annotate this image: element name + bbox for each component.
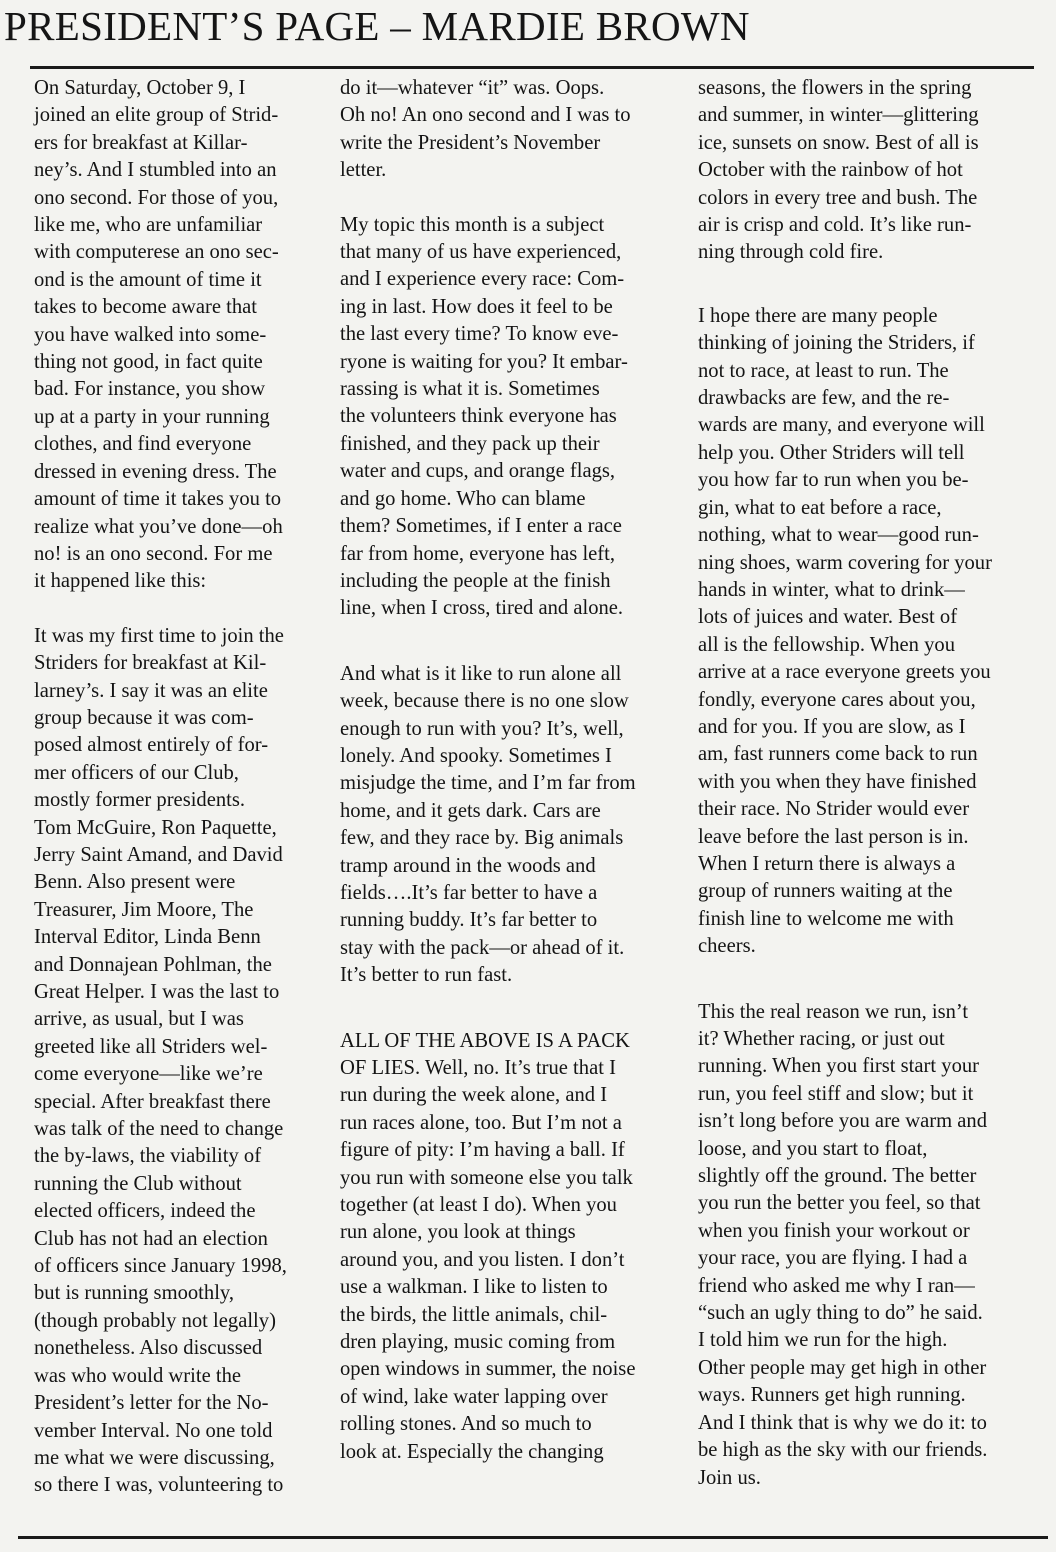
article-column-3	[698, 75, 1050, 1492]
paragraph: This the real reason we run, isn’t it? Whether racing, or just out running. When you first start your run, you feel stiff and slow; but it isn’t long before you are warm and loose, and you start to float, slightly off the ground. The better you run the better you feel, so that when you finish your workout or your race, you are flying. I had a friend who asked me why I ran— “such an ugly thing to do” he said. I told him we run for the high. Other people may get high in other ways. Runners get high running. And I think that is why we do it: to be high as the sky with our friends. Join us.	[698, 1000, 988, 1489]
paragraph: On Saturday, October 9, I joined an elite group of Strid- ers for breakfast at Killar- ney’s. And I stumbled into an ono second. For those of you, like me, who are unfamiliar with computerese an ono sec- ond is the amount of time it takes to become aware that you have walked into some- thing not good, in fact quite bad. For instance, you show up at a party in your running clothes, and find everyone dressed in evening dress. The amount of time it takes you to realize what you’ve done—oh no! is an ono second. For me it happened like this:	[34, 77, 283, 593]
paragraph: My topic this month is a subject that many of us have experienced, and I experience every race: Com- ing in last. How does it feel to be the last every time? To know eve- ryone is waiting for you? It embar- rassing is what it is. Sometimes the volunteers think everyone has finished, and they pack up their water and cups, and orange flags, and go home. Who can blame them? Sometimes, if I enter a race far from home, everyone has left, including the people at the finish line, when I cross, tired and alone.	[340, 213, 628, 620]
paragraph: And what is it like to run alone all week, because there is no one slow enough to run with you? It’s, well, lonely. And spooky. Sometimes I misjudge the time, and I’m far from home, and it gets dark. Cars are few, and they race by. Big animals tramp around in the woods and fields….It’s far better to have a running buddy. It’s far better to stay with the pack—or ahead of it. It’s better to run fast.	[340, 662, 636, 987]
article-column-1	[34, 75, 334, 1500]
paragraph: It was my first time to join the Striders for breakfast at Kil- larney’s. I say it was an elite group because it was com- posed almost entirely of for- mer officers of our Club, mostly former presidents. Tom McGuire, Ron Paquette, Jerry Saint Amand, and David Benn. Also present were Treasurer, Jim Moore, The Interval Editor, Linda Benn and Donnajean Pohlman, the Great Helper. I was the last to arrive, as usual, but I was greeted like all Striders wel- come everyone—like we’re special. After breakfast there was talk of the need to change the by-laws, the viability of running the Club without elected officers, indeed the Club has not had an election of officers since January 1998, but is running smoothly, (though probably not legally) nonetheless. Also discussed was who would write the President’s letter for the No- vember Interval. No one told me what we were discussing, so there I was, volunteering to	[34, 624, 287, 1497]
paragraph: I hope there are many people thinking of joining the Striders, if not to race, at least to run. The drawbacks are few, and the re- wards are many, and everyone will help you. Other Striders will tell you how far to run when you be- gin, what to eat before a race, nothing, what to wear—good run- ning shoes, warm covering for your hands in winter, what to drink— lots of juices and water. Best of all is the fellowship. When you arrive at a race everyone greets you fondly, everyone cares about you, and for you. If you are slow, as I am, fast runners come back to run with you when they have finished their race. No Strider would ever leave before the last person is in. When I return there is always a group of runners waiting at the finish line to welcome me with cheers.	[698, 304, 992, 958]
paragraph: do it—whatever “it” was. Oops. Oh no! An ono second and I was to write the President’s November letter.	[340, 77, 631, 182]
paragraph: seasons, the flowers in the spring and summer, in winter—glittering ice, sunsets on snow. Best of all is October with the rainbow of hot colors in every tree and bush. The air is crisp and cold. It’s like run- ning through cold fire.	[698, 77, 979, 264]
article-column-2	[340, 75, 688, 1466]
paragraph: ALL OF THE ABOVE IS A PACK OF LIES. Well, no. It’s true that I run during the week alone, and I run races alone, too. But I’m not a figure of pity: I’m having a ball. If you run with someone else you talk together (at least I do). When you run alone, you look at things around you, and you listen. I don’t use a walkman. I like to listen to the birds, the little animals, chil- dren playing, music coming from open windows in summer, the noise of wind, lake water lapping over rolling stones. And so much to look at. Especially the changing	[340, 1029, 636, 1463]
bottom-divider	[18, 1536, 1048, 1539]
top-divider	[30, 66, 1034, 69]
page-title: PRESIDENT’S PAGE – MARDIE BROWN	[4, 3, 750, 49]
